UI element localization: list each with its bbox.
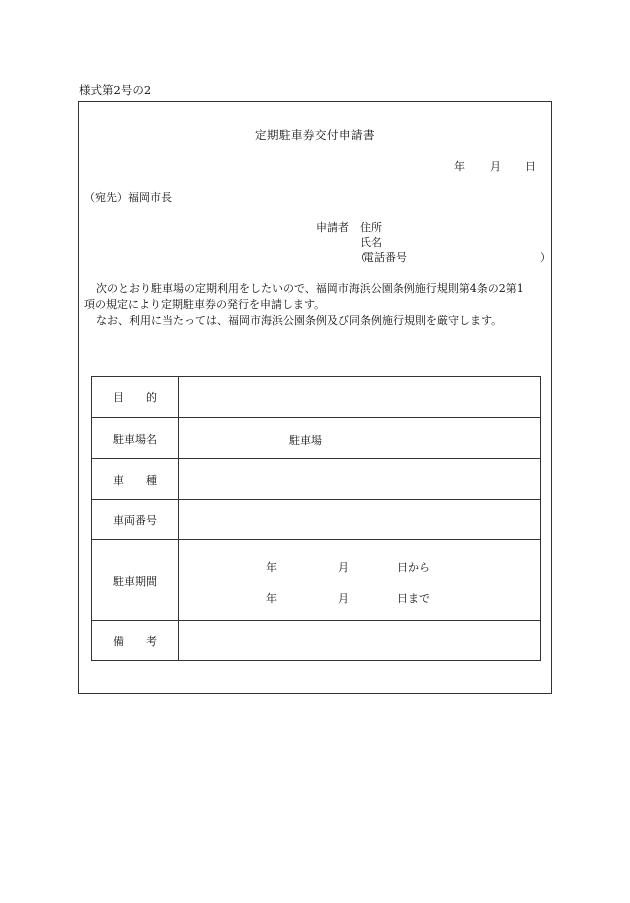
date-year-label: 年: [454, 160, 465, 173]
period-to-year: 年: [266, 592, 277, 605]
body-text-line2: 項の規定により定期駐車券の発行を申請します。: [84, 298, 326, 311]
body-text-line1: 次のとおり駐車場の定期利用をしたいので、福岡市海浜公園条例施行規則第4条の2第1: [96, 282, 524, 295]
date-day-label: 日: [525, 160, 536, 173]
table-row-parking-name: [92, 417, 540, 459]
vehicle-number-label: 車両番号: [92, 500, 179, 540]
table-row-period: [92, 539, 540, 621]
parking-name-field[interactable]: [179, 418, 540, 459]
vehicle-type-label-char2: 種: [146, 473, 157, 487]
purpose-field[interactable]: [179, 377, 540, 417]
table-row-remarks: [92, 620, 540, 661]
name-label: 氏名: [360, 236, 382, 249]
parking-name-suffix: 駐車場: [289, 434, 322, 447]
period-to-month: 月: [338, 592, 349, 605]
remarks-label: [92, 621, 179, 661]
applicant-label: 申請者: [316, 221, 349, 234]
address-label: 住所: [360, 221, 382, 234]
period-to-day: 日まで: [397, 592, 430, 605]
period-field[interactable]: [179, 540, 540, 621]
purpose-label-char2: 的: [146, 391, 157, 404]
vehicle-type-label: [92, 459, 179, 500]
table-row-purpose: [92, 377, 540, 417]
form-number: 様式第2号の2: [79, 83, 152, 97]
remarks-label-char1: 備: [113, 635, 124, 648]
phone-paren-open: （: [355, 251, 366, 264]
purpose-label-char1: 目: [113, 391, 124, 404]
remarks-label-char2: 考: [146, 635, 157, 648]
table-row-vehicle-type: [92, 458, 540, 500]
phone-label: 電話番号: [363, 251, 407, 264]
date-month-label: 月: [490, 160, 501, 173]
period-from-month: 月: [338, 561, 349, 574]
body-text-line3: なお、利用に当たっては、福岡市海浜公園条例及び同条例施行規則を厳守します。: [96, 314, 503, 327]
table-row-vehicle-number: [92, 499, 540, 540]
addressee: （宛先）福岡市長: [84, 191, 172, 204]
document-title: 定期駐車券交付申請書: [255, 128, 375, 142]
application-table: [91, 376, 541, 661]
period-from-day: 日から: [397, 561, 430, 574]
vehicle-type-field[interactable]: [179, 459, 540, 500]
parking-name-label: 駐車場名: [92, 418, 179, 459]
remarks-field[interactable]: [179, 621, 540, 661]
phone-paren-close: ）: [540, 251, 551, 264]
vehicle-number-field[interactable]: [179, 500, 540, 540]
vehicle-type-label-char1: 車: [113, 473, 124, 487]
period-label: 駐車期間: [92, 540, 179, 621]
period-from-year: 年: [266, 561, 277, 574]
purpose-label: [92, 377, 179, 417]
